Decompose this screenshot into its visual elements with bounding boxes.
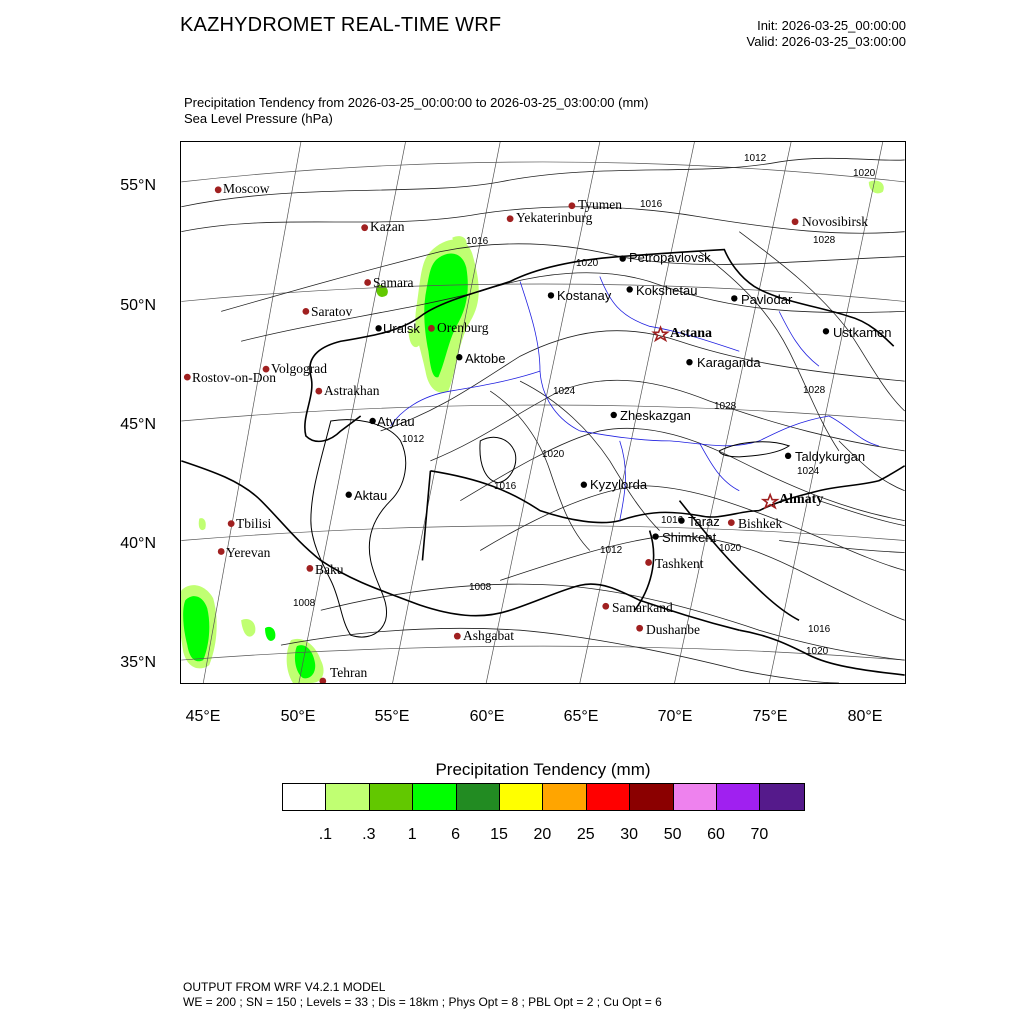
legend-tick-label: 1: [407, 826, 417, 843]
lon-label-75: 75°E: [752, 708, 788, 725]
legend-tick-label: 20: [533, 826, 552, 843]
city-label-tyumen: Tyumen: [578, 197, 623, 212]
model-config: WE = 200 ; SN = 150 ; Levels = 33 ; Dis = 18km ; Phys Opt = 8 ; PBL Opt = 2 ; Cu Opt = 6: [183, 995, 662, 1009]
city-label-ashgabat: Ashgabat: [463, 628, 514, 643]
legend-tick-label: 25: [576, 826, 595, 843]
legend-tick-label: 30: [620, 826, 639, 843]
legend-tick-label: .1: [318, 826, 333, 843]
lon-label-50: 50°E: [280, 708, 316, 725]
legend-swatch: [760, 784, 803, 810]
legend-tick-label: 15: [490, 826, 508, 843]
legend-swatch: [717, 784, 760, 810]
lat-label-45: 45°N: [120, 416, 156, 433]
city-label-aktobe: Aktobe: [465, 351, 506, 366]
lat-label-40: 40°N: [120, 535, 156, 552]
city-label-kyzylorda: Kyzylorda: [590, 477, 648, 492]
city-label-uralsk: Uralsk: [383, 321, 420, 336]
city-label-samara: Samara: [373, 275, 414, 290]
isobar-label: 1012: [402, 434, 425, 445]
model-footer: [183, 980, 662, 1010]
city-label-volgograd: Volgograd: [271, 361, 327, 376]
lon-label-65: 65°E: [563, 708, 599, 725]
isobar-label: 1008: [293, 598, 316, 609]
city-label-novosibirsk: Novosibirsk: [802, 214, 869, 229]
isobar-label: 1028: [813, 235, 836, 246]
city-label-bishkek: Bishkek: [738, 516, 783, 531]
isobar-label: 1020: [853, 168, 876, 179]
lon-label-45: 45°E: [185, 708, 221, 725]
isobar-label: 1020: [719, 543, 742, 554]
city-label-karaganda: Karaganda: [697, 355, 761, 370]
city-label-yerevan: Yerevan: [226, 545, 271, 560]
legend-swatch: [457, 784, 500, 810]
model-version: OUTPUT FROM WRF V4.2.1 MODEL: [183, 980, 386, 994]
legend-swatch: [630, 784, 673, 810]
city-label-astrakhan: Astrakhan: [324, 383, 380, 398]
isobar-label: 1016: [640, 199, 663, 210]
legend-tick-label: 50: [663, 826, 682, 843]
city-label-kazan: Kazan: [370, 219, 405, 234]
legend-swatch: [413, 784, 456, 810]
isobar-label: 1020: [542, 449, 565, 460]
legend-swatch: [326, 784, 369, 810]
city-label-atyrau: Atyrau: [377, 414, 415, 429]
legend-swatch: [587, 784, 630, 810]
valid-time: Valid: 2026-03-25_03:00:00: [746, 34, 906, 49]
isobar-label: 1028: [714, 401, 737, 412]
color-legend: [282, 783, 805, 811]
lat-label-50: 50°N: [120, 297, 156, 314]
city-label-tashkent: Tashkent: [655, 556, 704, 571]
city-label-moscow: Moscow: [223, 181, 270, 196]
city-label-pavlodar: Pavlodar: [741, 292, 793, 307]
lon-label-70: 70°E: [657, 708, 693, 725]
map-title: KAZHYDROMET REAL-TIME WRF: [180, 14, 502, 36]
field-line-slp: Sea Level Pressure (hPa): [184, 111, 333, 126]
city-label-tbilisi: Tbilisi: [236, 516, 272, 531]
isobar-label: 1016: [661, 515, 684, 526]
city-label-taldykurgan: Taldykurgan: [795, 449, 866, 464]
init-time: Init: 2026-03-25_00:00:00: [757, 18, 906, 33]
city-label-astana: Astana: [670, 326, 713, 341]
city-label-dushanbe: Dushanbe: [646, 622, 700, 637]
time-info: [747, 18, 907, 50]
field-description: [184, 95, 648, 127]
legend-swatch: [543, 784, 586, 810]
lon-label-55: 55°E: [374, 708, 410, 725]
lon-label-60: 60°E: [469, 708, 505, 725]
legend-swatch: [370, 784, 413, 810]
isobar-label: 1016: [808, 624, 831, 635]
city-label-saratov: Saratov: [311, 304, 353, 319]
city-label-aktau: Aktau: [354, 488, 388, 503]
isobar-label: 1020: [576, 258, 599, 269]
legend-tick-label: 70: [750, 826, 769, 843]
isobar-label: 1016: [494, 481, 517, 492]
city-label-rostov: Rostov-on-Don: [192, 370, 276, 385]
legend-tick-label: .3: [362, 826, 376, 843]
city-label-baku: Baku: [315, 562, 344, 577]
legend-tick-label: 6: [451, 826, 461, 843]
isobar-label: 1024: [553, 386, 576, 397]
city-label-shimkent: Shimkent: [662, 530, 717, 545]
legend-swatch: [500, 784, 543, 810]
city-label-kostanay: Kostanay: [557, 288, 612, 303]
city-label-kokshetau: Kokshetau: [636, 283, 698, 298]
legend-tick-label: 60: [707, 826, 725, 843]
city-label-yekaterinburg: Yekaterinburg: [516, 210, 593, 225]
city-label-orenburg: Orenburg: [437, 320, 489, 335]
city-label-petropavlovsk: Petropavlovsk: [629, 250, 711, 265]
legend-swatch: [283, 784, 326, 810]
city-label-zheskazgan: Zheskazgan: [620, 408, 691, 423]
city-label-taraz: Taraz: [688, 514, 720, 529]
legend-swatch: [674, 784, 717, 810]
city-label-ustkamen: Ustkamen: [833, 325, 892, 340]
lon-label-80: 80°E: [847, 708, 883, 725]
isobars: [181, 158, 904, 683]
isobar-label: 1008: [469, 582, 492, 593]
city-label-tehran: Tehran: [330, 665, 368, 680]
isobar-label: 1028: [803, 385, 826, 396]
isobar-label: 1024: [797, 466, 820, 477]
isobar-label: 1012: [744, 153, 767, 164]
city-label-samarkand: Samarkand: [612, 600, 673, 615]
city-label-almaty: Almaty: [779, 492, 824, 507]
isobar-label: 1016: [466, 236, 489, 247]
legend-title: Precipitation Tendency (mm): [435, 760, 651, 779]
field-line-precip: Precipitation Tendency from 2026-03-25_00:00:00 to 2026-03-25_03:00:00 (mm): [184, 95, 649, 110]
lat-label-55: 55°N: [120, 177, 156, 194]
lat-label-35: 35°N: [120, 654, 156, 671]
isobar-label: 1020: [806, 646, 829, 657]
isobar-label: 1012: [600, 545, 623, 556]
